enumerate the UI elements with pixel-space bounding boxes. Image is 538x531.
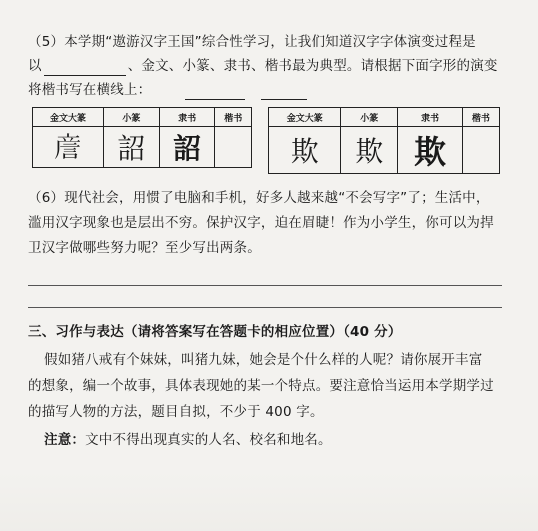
glyph-kaishu-empty (215, 127, 252, 168)
q5-line2 (28, 56, 498, 76)
section3-para-line2: 的想象，编一个故事，具体表现她的某一个特点。要注意恰当运用本学期学过 (28, 378, 494, 394)
answer-blank-1[interactable] (185, 83, 245, 100)
q5-line3 (28, 80, 309, 100)
answer-blank[interactable] (44, 59, 126, 76)
q5-line2-suffix: 、金文、小篆、隶书、楷书最为典型。请根据下面字形的演变 (127, 58, 498, 74)
header-lishu: 隶书 (159, 108, 215, 127)
glyph-xiaozhuan: 詔 (104, 127, 160, 168)
q6-line2: 滥用汉字现象也是层出不穷。保护汉字，迫在眉睫！作为小学生，你可以为捍 (28, 215, 494, 231)
q5-line3-text: 将楷书写在横线上： (28, 82, 152, 98)
note-label: 注意： (44, 432, 86, 448)
character-evolution-table-2 (268, 107, 500, 174)
q5-line1: （5）本学期“遨游汉字王国”综合性学习，让我们知道汉字字体演变过程是 (28, 34, 476, 50)
glyph-lishu: 欺 (398, 127, 463, 174)
answer-line-2[interactable] (28, 307, 502, 308)
answer-line-1[interactable] (28, 285, 502, 286)
glyph-kaishu-empty (462, 127, 499, 174)
header-kaishu: 楷书 (462, 108, 499, 127)
header-xiaozhuan: 小篆 (104, 108, 160, 127)
header-xiaozhuan: 小篆 (341, 108, 398, 127)
header-jinwen: 金文大篆 (33, 108, 104, 127)
page-bottom-shading (0, 471, 538, 531)
section3-para-line1: 假如猪八戒有个妹妹，叫猪九妹，她会是个什么样的人呢？请你展开丰富 (44, 352, 483, 368)
header-lishu: 隶书 (398, 108, 463, 127)
section3-note (44, 430, 332, 450)
glyph-jinwen: 𧧑 (33, 127, 104, 168)
q6-line1: （6）现代社会，用惯了电脑和手机，好多人越来越“不会写字”了；生活中， (28, 190, 490, 206)
glyph-xiaozhuan: 欺 (341, 127, 398, 174)
glyph-jinwen: 欺 (269, 127, 341, 174)
answer-blank-2[interactable] (261, 83, 307, 100)
section3-title: 三、习作与表达（请将答案写在答题卡的相应位置）（40 分） (28, 324, 402, 340)
q5-line2-prefix: 以 (28, 58, 42, 74)
header-jinwen: 金文大篆 (269, 108, 341, 127)
note-text: 文中不得出现真实的人名、校名和地名。 (85, 432, 332, 448)
character-evolution-table-1 (32, 107, 252, 168)
header-kaishu: 楷书 (215, 108, 252, 127)
glyph-lishu: 詔 (159, 127, 215, 168)
q6-line3: 卫汉字做哪些努力呢？至少写出两条。 (28, 240, 261, 256)
section3-para-line3: 的描写人物的方法，题目自拟，不少于 400 字。 (28, 404, 324, 420)
